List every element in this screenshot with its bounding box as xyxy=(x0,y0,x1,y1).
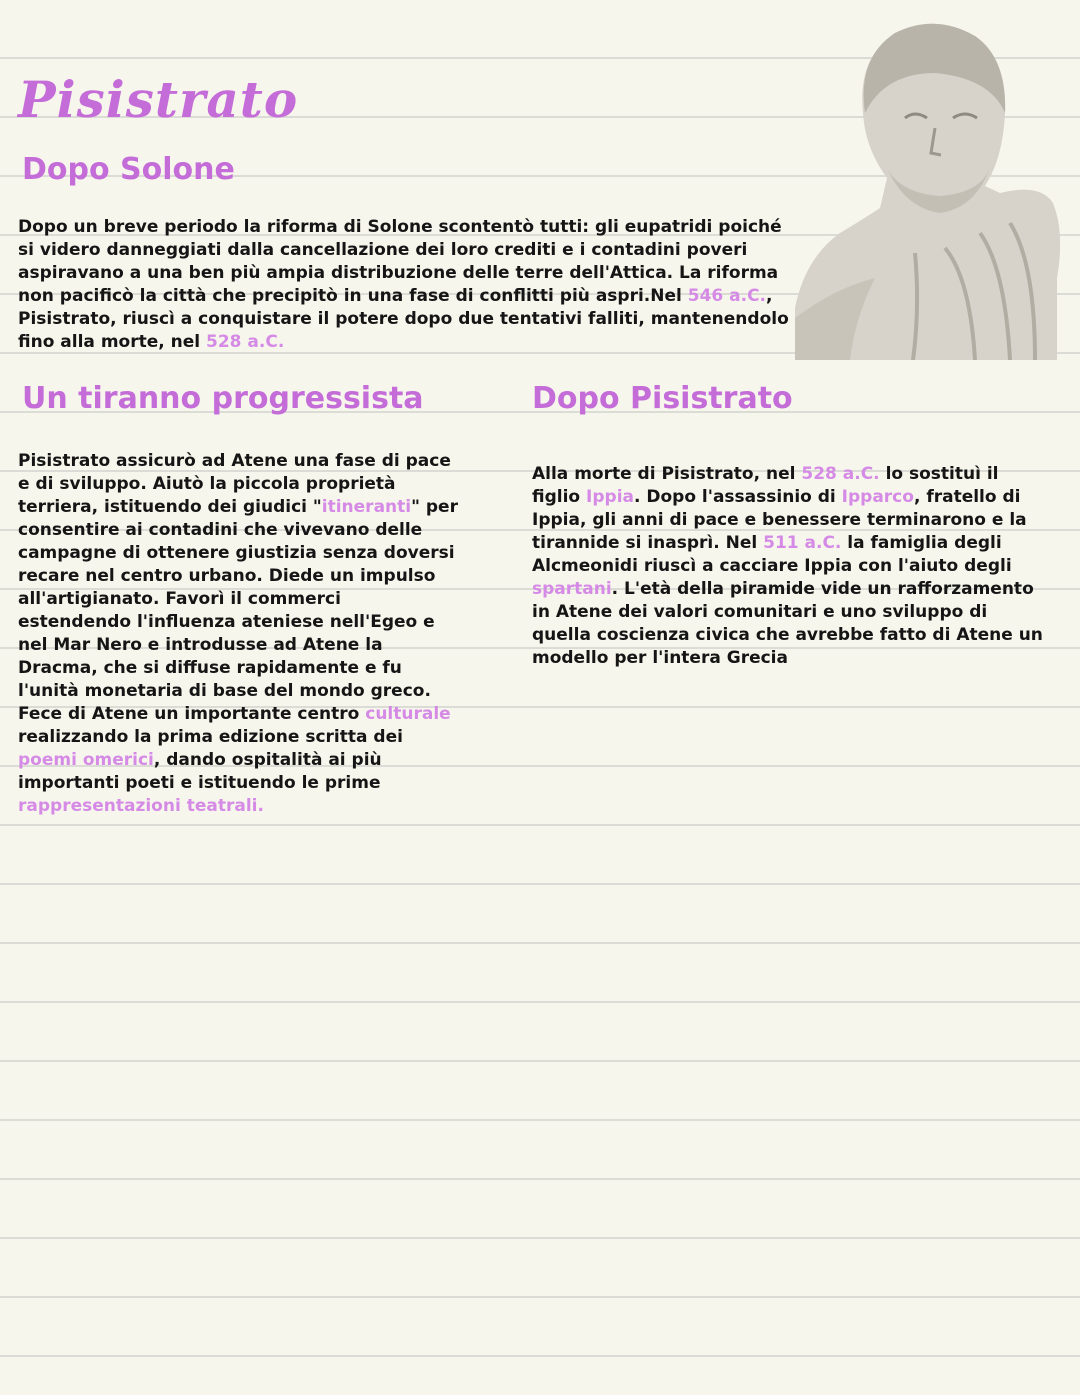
paragraph-dopo-solone xyxy=(18,216,793,354)
text-segment: la famiglia degli Alcmeonidi riuscì a cacciare Ippia con l'aiuto degli xyxy=(532,533,1012,576)
highlight-name: spartani xyxy=(532,579,612,599)
highlight-name: Ippia xyxy=(586,487,634,507)
text-segment: Alla morte di Pisistrato, nel xyxy=(532,464,802,484)
text-segment: Dopo un breve periodo la riforma di Solone scontentò tutti: gli eupatridi poiché si videro danneggiati dalla cancellazione dei loro crediti e i contadini poveri aspiravano a una ben più ampia distribuzione delle terre dell'Attica. La riforma non pacificò la città che precipitò in una fase di conflitti più aspri.Nel xyxy=(18,217,782,306)
section-heading-dopo-solone: Dopo Solone xyxy=(22,152,235,187)
section-heading-dopo-pisistrato: Dopo Pisistrato xyxy=(532,381,793,416)
section-heading-tiranno-progressista: Un tiranno progressista xyxy=(22,381,424,416)
highlight-date: 528 a.C. xyxy=(206,332,285,352)
text-segment: Pisistrato assicurò ad Atene una fase di pace e di sviluppo. Aiutò la piccola proprietà terriera, istituendo dei giudici " xyxy=(18,451,451,517)
highlight-date: 511 a.C. xyxy=(763,533,842,553)
paragraph-dopo-pisistrato xyxy=(532,463,1052,670)
text-segment: , Pisistrato, riuscì a conquistare il potere dopo due tentativi falliti, mantenendolo fino alla morte, nel xyxy=(18,286,789,352)
text-segment: . Dopo l'assassinio di xyxy=(634,487,842,507)
text-segment: realizzando la prima edizione scritta dei xyxy=(18,727,403,747)
paragraph-tiranno-progressista xyxy=(18,450,458,818)
highlight-date: 546 a.C. xyxy=(687,286,767,306)
highlight-term: culturale xyxy=(365,704,451,724)
highlight-term: rappresentazioni teatrali. xyxy=(18,796,264,816)
page-title: Pisistrato xyxy=(18,70,299,129)
highlight-term: poemi omerici xyxy=(18,750,154,770)
text-segment: , fratello di Ippia, gli anni di pace e benessere terminarono e la tirannide si inasprì. Nel xyxy=(532,487,1027,553)
text-segment: , dando ospitalità ai più importanti poeti e istituendo le prime xyxy=(18,750,382,793)
highlight-date: 528 a.C. xyxy=(801,464,880,484)
highlight-name: Ipparco xyxy=(841,487,914,507)
bust-of-pisistratus-icon xyxy=(795,18,1060,360)
text-segment: " per consentire ai contadini che vivevano delle campagne di ottenere giustizia senza doversi recare nel centro urbano. Diede un impulso all'artigianato. Favorì il commerci estendendo l'influenza ateniese nell'Egeo e nel Mar Nero e introdusse ad Atene la Dracma, che si diffuse rapidamente e fu l'unità monetaria di base del mondo greco. Fece di Atene un importante centro xyxy=(18,497,458,724)
text-segment: lo sostituì il figlio xyxy=(532,464,999,507)
highlight-term: itineranti xyxy=(321,497,412,517)
text-segment: . L'età della piramide vide un rafforzamento in Atene dei valori comunitari e uno sviluppo di quella coscienza civica che avrebbe fatto di Atene un modello per l'intera Grecia xyxy=(532,579,1043,668)
